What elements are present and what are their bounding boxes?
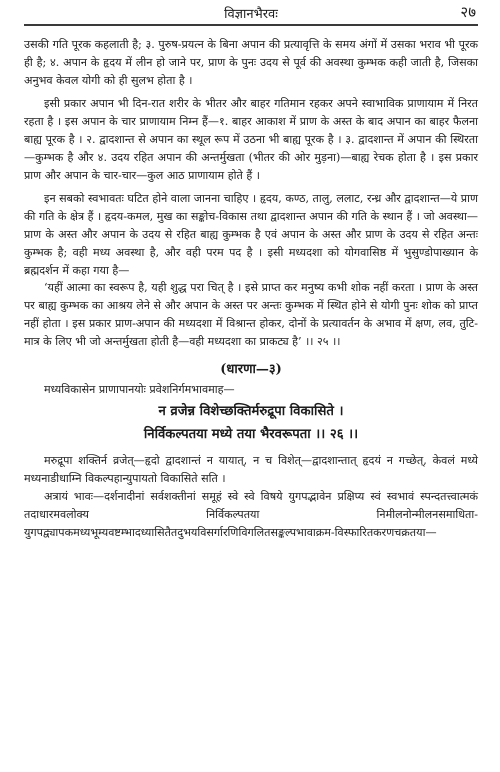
paragraph-3: इन सबको स्वभावतः घटित होने वाला जानना चाहिए । हृदय, कण्ठ, तालु, ललाट, रन्ध्र और द्वादशान्त—ये प्राण की गति के क्षेत्र हैं । हृदय-कमल, मुख का सङ्कोच-विकास तथा द्वादशान्त अपान की गति के स्थान हैं । जो अवस्था—प्राण के अस्त और अपान के उदय से रहित बाह्य कुम्भक है एवं अपान के अस्त और प्राण के उदय से रहित अन्तः कुम्भक है; वही मध्य अवस्था है, और वही परम पद है । इसी मध्यदशा को योगवासिष्ठ में भुसुण्डोपाख्यान के ब्रह्मदर्शन में कहा गया है— [24, 192, 478, 277]
verse-intro: मध्यविकासेन प्राणापानयोः प्रवेशनिर्गमभावमाह— [44, 382, 235, 396]
dharana-heading: (धारणा—३) [220, 361, 282, 377]
running-title: विज्ञानभैरवः [224, 7, 278, 22]
verse-26 [24, 400, 478, 446]
page-number: २७ [460, 3, 476, 21]
verse-line-1: न व्रजेन्न विशेच्छक्तिर्मरुद्रूपा विकासिते । [158, 404, 344, 420]
commentary-2: अत्रायं भावः—दर्शनादीनां सर्वशक्तीनां समूहं स्वे स्वे विषये युगपद्भावेन प्रक्षिप्य स्वं स्वभावं स्पन्दतत्त्वात्मकं तदाधारमवलोक्य निर्विकल्पतया निमीलनोन्मीलनसमाधिता-युगपद्व्यापकमध्यभूम्यवष्टम्भादध्यासितैतदुभयविसर्गारणिविगलितसङ्कल्पभावाक्रम-विस्फारितकरणचक्रतया— [24, 489, 478, 539]
paragraph-4-quote: ‘यहीं आत्मा का स्वरूप है, यही शुद्ध परा चित् है । इसे प्राप्त कर मनुष्य कभी शोक नहीं करता । प्राण के अस्त पर बाह्य कुम्भक का आश्रय लेने से और अपान के अस्त पर अन्तः कुम्भक में स्थित होने से योगी पुनः शोक को प्राप्त नहीं होता । इस प्रकार प्राण-अपान की मध्यदशा में विश्रान्त होकर, दोनों के प्रत्यावर्तन के अभाव में क्षण, लव, तुटि-मात्र के लिए भी जो अन्तर्मुखता होती है—वही मध्यदशा का प्राकट्य है’ ।। २५ ।। [24, 281, 478, 348]
paragraph-1: उसकी गति पूरक कहलाती है; ३. पुरुष-प्रयत्न के बिना अपान की प्रत्यावृत्ति के समय अंगों में उसका भराव भी पूरक ही है; ४. अपान के हृदय में लीन हो जाने पर, प्राण के पुनः उदय से पूर्व की अवस्था कुम्भक कही जाती है, जिसका अनुभव केवल योगी को ही सुलभ होता है । [24, 38, 478, 87]
verse-line-2: निर्विकल्पतया मध्ये तया भैरवरूपता ।। २६ ।। [143, 427, 359, 443]
header-rule [24, 24, 478, 26]
commentary-1: मरुद्रूपा शक्तिर्न व्रजेत्—हृदो द्वादशान्तं न यायात्, न च विशेत्—द्वादशान्तात् हृदयं न गच्छेत्, केवलं मध्ये मध्यनाडीधाम्नि विकल्पहान्युपायतो विकासिते सति । [24, 454, 478, 486]
page-header [24, 2, 478, 24]
paragraph-2: इसी प्रकार अपान भी दिन-रात शरीर के भीतर और बाहर गतिमान रहकर अपने स्वाभाविक प्राणायाम में निरत रहता है । इस अपान के चार प्राणायाम निम्न हैं—१. बाहर आकाश में प्राण के अस्त के बाद अपान का बाहर फैलना बाह्य पूरक है । २. द्वादशान्त से अपान का स्थूल रूप में उठना भी बाह्य पूरक है । ३. द्वादशान्त में अपान की स्थिरता—कुम्भक है और ४. उदय रहित अपान की अन्तर्मुखता (भीतर की ओर मुड़ना)—बाह्य रेचक होता है । इस प्रकार प्राण और अपान के चार-चार—कुल आठ प्राणायाम होते हैं । [24, 97, 478, 182]
